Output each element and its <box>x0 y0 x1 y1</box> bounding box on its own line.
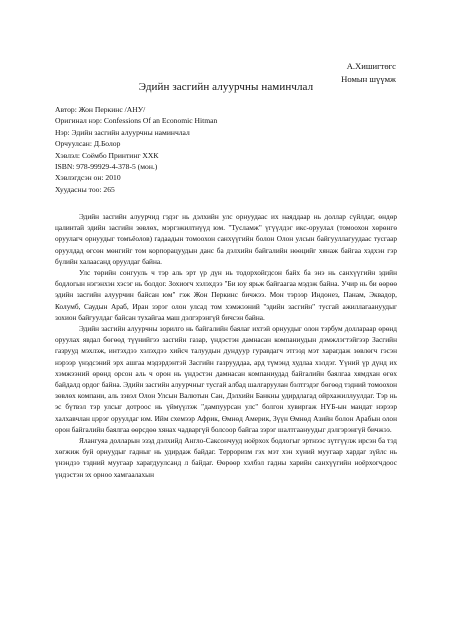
body-paragraph: Улс төрийн сонгууль ч тэр аль эрт үр дүн нь тодорхойгдсон байх ба энэ нь санхүүгийн эдийн бодлогын нэгэнхэн хэсэг нь болдог. Зохиогч хэлэхдээ "Би юу ярьж байгаагаа мэдэж байна. Учир нь би өөрөө эдийн засгийн алуурчин байсан юм" гэж Жон Перкинс бичжээ. Мон тэрээр Индонез, Панам, Эквадор, Колумб, Саудын Араб, Иран зэрэг олон улсад том хэмжээний "эдийн засгийн" тусгай ажиллагаануудыг зохион байгуулдаг байсан тухайгаа маш дэлгэрэнгүй бичсэн байна. <box>55 268 397 322</box>
book-metadata <box>55 104 395 195</box>
body-paragraph: Эдийн засгийн алуурчид гэдэг нь дэлхийн улс орнуудаас их наяддаар нь доллар сүйлдаг, өндөр цалинтай эдийн засгийн зөвлөх, мэргэжилтнүүд юм. "Тусламж" үгүүлдэг икс-оруулал (томоохон хөрөнгө оруулагч орнуудыг томъёолов) гадаадын томоохон санхүүгийн болон Олон улсын байгууллагуудаас тусгаар оруулдад өгсөн мөнгийг том корпорацуудын данс ба дэлхийн байгалийн нөөцийг хянаж байгаа хэдхэн гэр бүлийн халаасанд оруулдаг байна. <box>55 212 397 266</box>
meta-author: Автор: Жон Перкинс /АНУ/ <box>55 105 146 114</box>
meta-year: Хэвлэгдсэн он: 2010 <box>55 173 121 183</box>
meta-page-count: Хуудасны тоо: 265 <box>55 184 115 194</box>
review-body <box>55 211 397 480</box>
meta-translator: Орчуулсан: Д.Болор <box>55 139 121 149</box>
document-title: Эдийн засгийн алуурчны наминчлал <box>138 81 314 93</box>
body-paragraph: Ялангуяа долларын эзэд дэлхийд Англо-Саксончууд ноёрхох бодлогыг эртнээс зүтгүүлж ирсэн ба тэд хөгжиж буй орнуудыг гадныг нь удирдаж байдаг. Терроризм гэх мэт хэн хүний муугаар хардаг зүйлс нь үнэндээ тэдний муугаар харагдуулсанд л байдаг. Өөрөөр хэлбэл гадны харийн санхүүгийн ноёрхогчдоос үндэстэн эх орноо хамгаалахын <box>55 436 397 479</box>
review-type-line: Номын шүүмж <box>341 74 396 84</box>
meta-title: Нэр: Эдийн засгийн алуурчны наминчлал <box>55 127 190 137</box>
meta-original-title: Оригинал нэр: Confessions Of an Economic Hitman <box>55 116 218 126</box>
meta-isbn: ISBN: 978-99929-4-378-5 (мон.) <box>55 162 158 172</box>
body-paragraph: Эдийн засгийн алуурчны зорилго нь байгалийн баялаг ихтэй орнуудыг олон тэрбум доллараар өрөнд оруулах явдал бөгөөд түүнийгээ засгийн газар, үндэстэн дамнасан компаниудын дэмжлэгтэйгээр Засгийн газрууд мэхлэж, интэхдээ хэлэхдээ хийсч талуудын дундуур гуравдагч этгээд мэт харагдаж зөвлөгч гэсэн нэрээр үнэдсэний эрх ашгаа мэдэрдэнтэй Засгийн газрууддаа, ард түмэнд худлаа хэлдэг. Үүний үр дүнд их хэмжээний өрөнд орсон аль ч орон нь үндэстэн дамнасан компаниудад байгалийн баялгаа хямдхан өгөх байдалд ордог байна. Эдийн засгийн алуурчныг тусгай албад шалгаруулан бэлтгэдэг бөгөөд тэдний томоохон зөвлөх компани, аль зэвэл Олон Улсын Валютын Сан, Дэлхийн Банкны удирдлагад ойрхажиллуулдаг. Тэр нь эс бүтвэл тэр улсыг дотроос нь үймүүлэж "дампуурсан улс" болгон хувиргаж НҮБ-ын мандат нэрээр халхавчлан цэрэг оруулдаг юм. Ийм схемээр Африк, Өмнөд Америк, Зүүн Өмнөд Азийн болон Арабын олон орон байгалийн баялгаа өөрсдөө хянах чадваргүй болсоор байгаа зэрэг шалтгаануудыг дэлгэрэнгүй бичжээ. <box>55 324 397 434</box>
author-line: А.Хишигтөгс <box>346 61 396 71</box>
meta-publisher: Хэвлэл: Соёмбо Принтинг ХХК <box>55 150 159 160</box>
